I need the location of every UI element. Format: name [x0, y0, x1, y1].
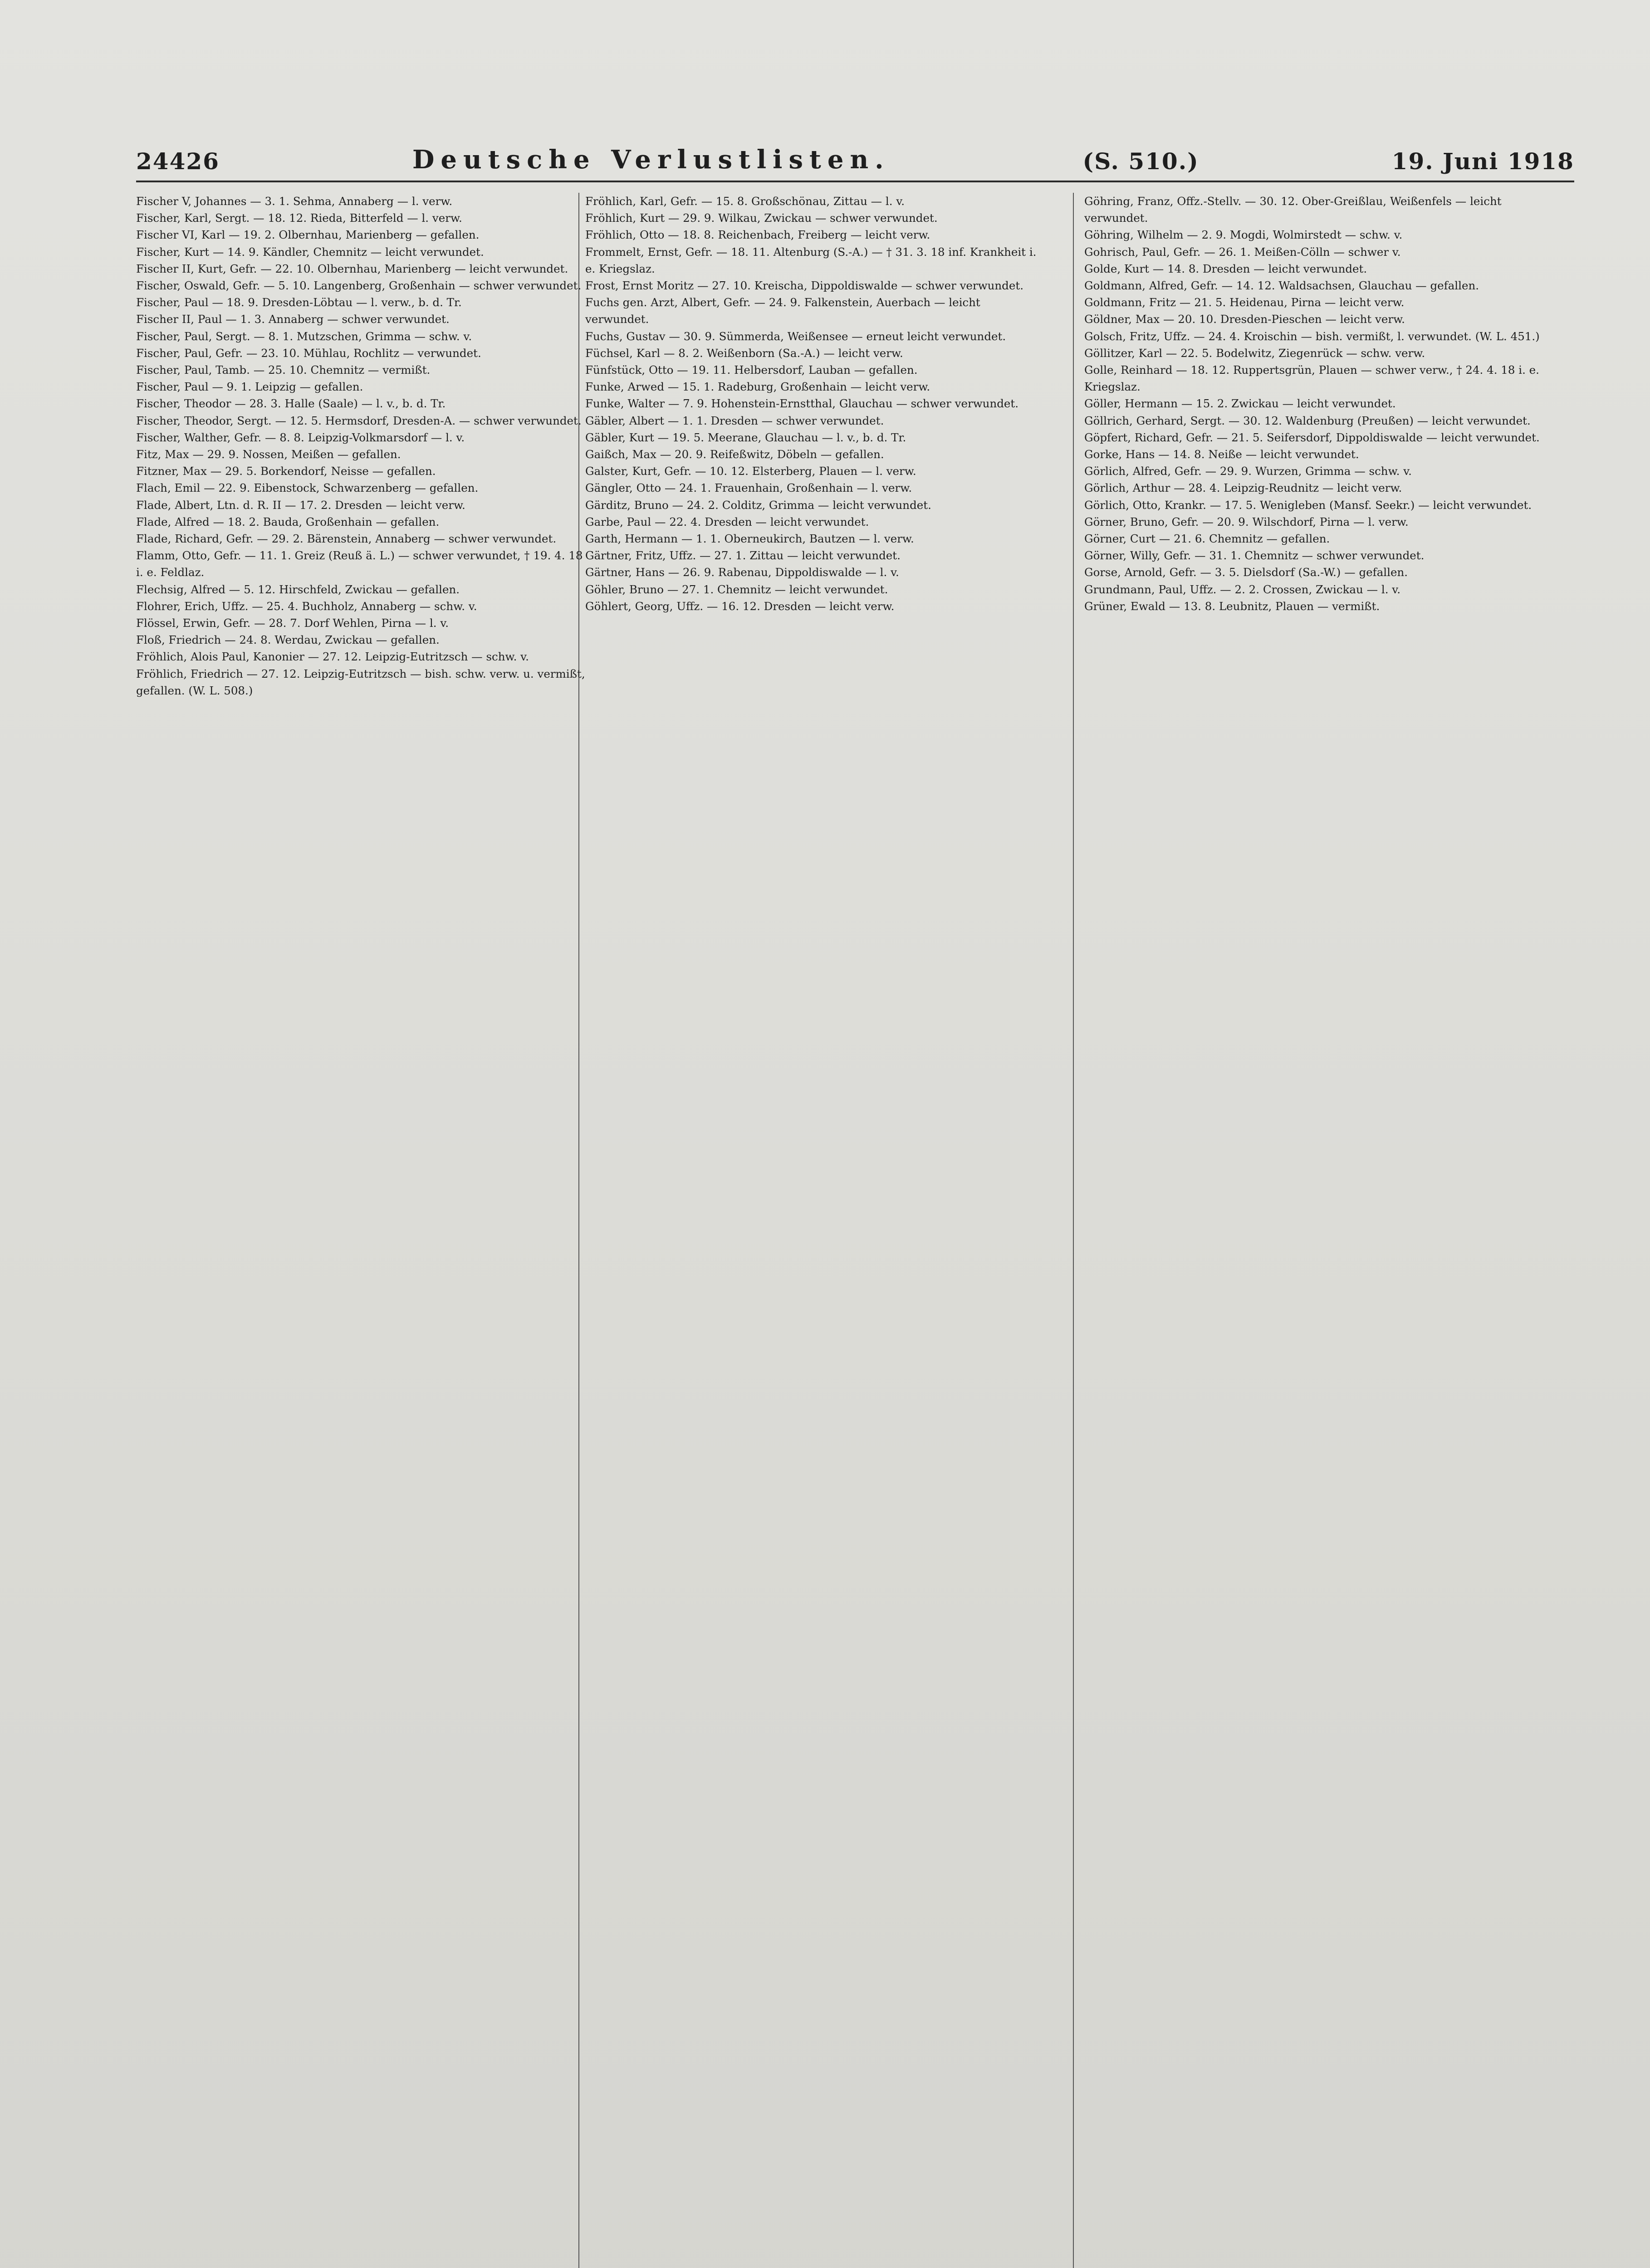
- casualty-entry: Göllitzer, Karl — 22. 5. Bodelwitz, Ziegenrück — schw. verw.: [1084, 346, 1425, 360]
- casualty-entry: Fischer VI, Karl — 19. 2. Olbernhau, Marienberg — gefallen.: [136, 228, 480, 242]
- casualty-entry: Göller, Hermann — 15. 2. Zwickau — leicht verwundet.: [1084, 397, 1396, 411]
- casualty-entry: Fischer, Karl, Sergt. — 18. 12. Rieda, Bitterfeld — l. verw.: [136, 211, 462, 225]
- casualty-entry: Fuchs gen. Arzt, Albert, Gefr. — 24. 9. Falkenstein, Auerbach — leicht verwundet.: [585, 296, 980, 326]
- casualty-entry: Gorse, Arnold, Gefr. — 3. 5. Dielsdorf (Sa.-W.) — gefallen.: [1084, 566, 1408, 579]
- casualty-entry: Göhring, Franz, Offz.-Stellv. — 30. 12. Ober-Greißlau, Weißenfels — leicht verwundet.: [1084, 195, 1502, 225]
- casualty-entry: Gärditz, Bruno — 24. 2. Colditz, Grimma — leicht verwundet.: [585, 498, 931, 512]
- casualty-entry: Fröhlich, Alois Paul, Kanonier — 27. 12. Leipzig-Eutritzsch — schw. v.: [136, 650, 529, 664]
- casualty-entry: Fischer V, Johannes — 3. 1. Sehma, Annaberg — l. verw.: [136, 195, 453, 208]
- casualty-entry: Floß, Friedrich — 24. 8. Werdau, Zwickau — gefallen.: [136, 633, 440, 647]
- casualty-entry: Goldmann, Alfred, Gefr. — 14. 12. Waldsachsen, Glauchau — gefallen.: [1084, 279, 1479, 293]
- casualty-entry: Fischer II, Paul — 1. 3. Annaberg — schwer verwundet.: [136, 313, 450, 326]
- casualty-entry: Fischer, Walther, Gefr. — 8. 8. Leipzig-Volkmarsdorf — l. v.: [136, 430, 465, 444]
- casualty-entry: Gärtner, Hans — 26. 9. Rabenau, Dippoldiswalde — l. v.: [585, 566, 899, 579]
- casualty-entry: Frommelt, Ernst, Gefr. — 18. 11. Altenburg (S.-A.) — † 31. 3. 18 inf. Krankheit i. e. Kriegslaz.: [585, 245, 1037, 275]
- casualty-entry: Golsch, Fritz, Uffz. — 24. 4. Kroischin — bish. vermißt, l. verwundet. (W. L. 451.): [1084, 329, 1540, 343]
- section-number: (S. 510.): [1082, 148, 1199, 175]
- page-header: [136, 138, 1574, 175]
- casualty-entry: Fischer, Paul, Gefr. — 23. 10. Mühlau, Rochlitz — verwundet.: [136, 346, 481, 360]
- casualty-entry: Funke, Arwed — 15. 1. Radeburg, Großenhain — leicht verw.: [585, 380, 930, 394]
- header-rule: [136, 181, 1574, 182]
- casualty-entry: Göldner, Max — 20. 10. Dresden-Pieschen — leicht verw.: [1084, 313, 1405, 326]
- casualty-entry: Göllrich, Gerhard, Sergt. — 30. 12. Waldenburg (Preußen) — leicht verwundet.: [1084, 414, 1531, 427]
- casualty-entry: Fischer, Paul, Tamb. — 25. 10. Chemnitz — vermißt.: [136, 363, 431, 377]
- casualty-entry: Goldmann, Fritz — 21. 5. Heidenau, Pirna — leicht verw.: [1084, 296, 1405, 309]
- casualty-entry: Görlich, Otto, Krankr. — 17. 5. Wenigleben (Mansf. Seekr.) — leicht verwundet.: [1084, 498, 1532, 512]
- casualty-entry: Füchsel, Karl — 8. 2. Weißenborn (Sa.-A.) — leicht verw.: [585, 346, 903, 360]
- casualty-entry: Galster, Kurt, Gefr. — 10. 12. Elsterberg, Plauen — l. verw.: [585, 464, 916, 478]
- casualty-entry: Fröhlich, Kurt — 29. 9. Wilkau, Zwickau — schwer verwundet.: [585, 211, 938, 225]
- casualty-entry: Golde, Kurt — 14. 8. Dresden — leicht verwundet.: [1084, 262, 1367, 275]
- casualty-entry: Flach, Emil — 22. 9. Eibenstock, Schwarzenberg — gefallen.: [136, 481, 479, 495]
- casualty-entry: Fischer, Kurt — 14. 9. Kändler, Chemnitz — leicht verwundet.: [136, 245, 484, 259]
- casualty-entry: Garbe, Paul — 22. 4. Dresden — leicht verwundet.: [585, 515, 869, 528]
- casualty-entry: Gärtner, Fritz, Uffz. — 27. 1. Zittau — leicht verwundet.: [585, 549, 901, 562]
- casualty-entry: Gäbler, Albert — 1. 1. Dresden — schwer verwundet.: [585, 414, 884, 427]
- casualty-entry: Fuchs, Gustav — 30. 9. Sümmerda, Weißensee — erneut leicht verwundet.: [585, 329, 1006, 343]
- casualty-entry: Fischer, Paul, Sergt. — 8. 1. Mutzschen, Grimma — schw. v.: [136, 329, 472, 343]
- casualty-entry: Fischer, Paul — 9. 1. Leipzig — gefallen.: [136, 380, 363, 394]
- casualty-entry: Gaißch, Max — 20. 9. Reifeßwitz, Döbeln — gefallen.: [585, 448, 884, 461]
- casualty-entry: Flamm, Otto, Gefr. — 11. 1. Greiz (Reuß ä. L.) — schwer verwundet, † 19. 4. 18 i. e. Feldlaz.: [136, 549, 583, 579]
- casualty-entry: Grüner, Ewald — 13. 8. Leubnitz, Plauen — vermißt.: [1084, 599, 1380, 613]
- casualty-entry: Görner, Willy, Gefr. — 31. 1. Chemnitz — schwer verwundet.: [1084, 549, 1425, 562]
- casualty-entry: Gorke, Hans — 14. 8. Neiße — leicht verwundet.: [1084, 448, 1359, 461]
- casualty-entry: Funke, Walter — 7. 9. Hohenstein-Ernstthal, Glauchau — schwer verwundet.: [585, 397, 1019, 411]
- casualty-entry: Görlich, Arthur — 28. 4. Leipzig-Reudnitz — leicht verw.: [1084, 481, 1402, 495]
- casualty-entry: Fischer, Theodor, Sergt. — 12. 5. Hermsdorf, Dresden-A. — schwer verwundet.: [136, 414, 582, 427]
- casualty-entry: Fitz, Max — 29. 9. Nossen, Meißen — gefallen.: [136, 448, 401, 461]
- casualty-entry: Golle, Reinhard — 18. 12. Ruppertsgrün, Plauen — schwer verw., † 24. 4. 18 i. e. Kriegslaz.: [1084, 363, 1539, 394]
- column-2: [585, 193, 1041, 2268]
- casualty-entry: Fünfstück, Otto — 19. 11. Helbersdorf, Lauban — gefallen.: [585, 363, 918, 377]
- casualty-entry: Flade, Albert, Ltn. d. R. II — 17. 2. Dresden — leicht verw.: [136, 498, 465, 512]
- issue-date: 19. Juni 1918: [1391, 148, 1574, 175]
- casualty-entry: Göpfert, Richard, Gefr. — 21. 5. Seifersdorf, Dippoldiswalde — leicht verwundet.: [1084, 430, 1540, 444]
- column-3: [1084, 193, 1540, 2268]
- casualty-entry: Gängler, Otto — 24. 1. Frauenhain, Großenhain — l. verw.: [585, 481, 912, 495]
- casualty-entry: Fischer, Oswald, Gefr. — 5. 10. Langenberg, Großenhain — schwer verwundet.: [136, 279, 582, 293]
- casualty-entry: Göhlert, Georg, Uffz. — 16. 12. Dresden — leicht verw.: [585, 599, 895, 613]
- publication-title: Deutsche Verlustlisten.: [412, 145, 890, 175]
- casualty-entry: Frost, Ernst Moritz — 27. 10. Kreischa, Dippoldiswalde — schwer verwundet.: [585, 279, 1023, 293]
- casualty-entry: Fröhlich, Otto — 18. 8. Reichenbach, Freiberg — leicht verw.: [585, 228, 930, 242]
- casualty-entry: Fröhlich, Karl, Gefr. — 15. 8. Großschönau, Zittau — l. v.: [585, 195, 905, 208]
- casualty-entry: Flössel, Erwin, Gefr. — 28. 7. Dorf Wehlen, Pirna — l. v.: [136, 616, 449, 630]
- casualty-entry: Fröhlich, Friedrich — 27. 12. Leipzig-Eutritzsch — bish. schw. verw. u. vermißt, gefallen. (W. L. 508.): [136, 667, 585, 697]
- casualty-entry: Fischer II, Kurt, Gefr. — 22. 10. Olbernhau, Marienberg — leicht verwundet.: [136, 262, 568, 275]
- casualty-entry: Flade, Richard, Gefr. — 29. 2. Bärenstein, Annaberg — schwer verwundet.: [136, 532, 557, 546]
- casualty-entry: Gohrisch, Paul, Gefr. — 26. 1. Meißen-Cölln — schwer v.: [1084, 245, 1401, 259]
- casualty-entry: Flade, Alfred — 18. 2. Bauda, Großenhain — gefallen.: [136, 515, 440, 528]
- casualty-entry: Gäbler, Kurt — 19. 5. Meerane, Glauchau — l. v., b. d. Tr.: [585, 430, 906, 444]
- casualty-entry: Garth, Hermann — 1. 1. Oberneukirch, Bautzen — l. verw.: [585, 532, 914, 546]
- column-divider: [1073, 193, 1074, 2268]
- casualty-entry: Görlich, Alfred, Gefr. — 29. 9. Wurzen, Grimma — schw. v.: [1084, 464, 1412, 478]
- page-number: 24426: [136, 148, 220, 175]
- casualty-entry: Fischer, Paul — 18. 9. Dresden-Löbtau — l. verw., b. d. Tr.: [136, 296, 462, 309]
- casualty-entry: Fischer, Theodor — 28. 3. Halle (Saale) — l. v., b. d. Tr.: [136, 397, 446, 411]
- casualty-entry: Flohrer, Erich, Uffz. — 25. 4. Buchholz, Annaberg — schw. v.: [136, 599, 477, 613]
- casualty-entry: Göhler, Bruno — 27. 1. Chemnitz — leicht verwundet.: [585, 582, 888, 596]
- column-1: [136, 193, 592, 2268]
- casualty-entry: Göhring, Wilhelm — 2. 9. Mogdi, Wolmirstedt — schw. v.: [1084, 228, 1403, 242]
- casualty-entry: Görner, Bruno, Gefr. — 20. 9. Wilschdorf, Pirna — l. verw.: [1084, 515, 1409, 528]
- casualty-entry: Fitzner, Max — 29. 5. Borkendorf, Neisse — gefallen.: [136, 464, 436, 478]
- casualty-entry: Görner, Curt — 21. 6. Chemnitz — gefallen.: [1084, 532, 1330, 546]
- casualty-entry: Grundmann, Paul, Uffz. — 2. 2. Crossen, Zwickau — l. v.: [1084, 582, 1401, 596]
- casualty-entry: Flechsig, Alfred — 5. 12. Hirschfeld, Zwickau — gefallen.: [136, 582, 460, 596]
